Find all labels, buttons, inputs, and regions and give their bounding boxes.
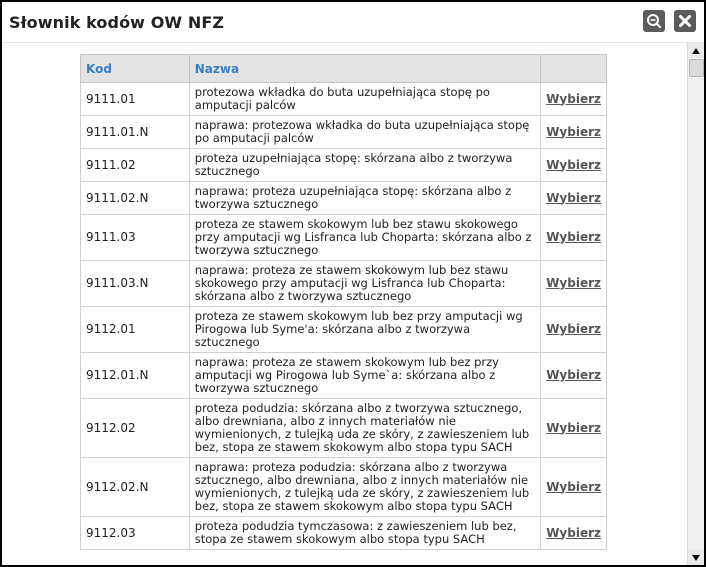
column-header-kod: Kod <box>81 55 190 83</box>
code-dictionary-dialog <box>2 2 704 565</box>
cell-nazwa: proteza ze stawem skokowym lub bez stawu skokowego przy amputacji wg Lisfranca lub Choparta: skórzana albo z tworzywa sztucznego <box>189 215 540 261</box>
cell-nazwa: naprawa: protezowa wkładka do buta uzupełniająca stopę po amputacji palców <box>189 116 540 149</box>
cell-kod: 9111.03 <box>81 215 190 261</box>
cell-action <box>541 458 607 517</box>
zoom-icon <box>646 13 662 29</box>
cell-nazwa: proteza podudzia tymczasowa: z zawieszeniem lub bez, stopa ze stawem skokowym albo stopa typu SACH <box>189 517 540 550</box>
select-link[interactable]: Wybierz <box>546 525 601 540</box>
arrow-up-icon <box>692 48 700 54</box>
table-row <box>81 517 607 550</box>
cell-kod: 9112.01 <box>81 307 190 353</box>
select-link[interactable]: Wybierz <box>546 420 601 435</box>
vertical-scrollbar[interactable] <box>687 43 704 565</box>
dialog-content <box>2 43 686 565</box>
select-link[interactable]: Wybierz <box>546 124 601 139</box>
arrow-down-icon <box>692 555 700 561</box>
cell-kod: 9112.03 <box>81 517 190 550</box>
cell-kod: 9112.02 <box>81 399 190 458</box>
cell-nazwa: proteza podudzia: skórzana albo z tworzywa sztucznego, albo drewniana, albo z innych materiałów nie wymienionych, z tulejką uda ze skóry, z zawieszeniem lub bez, stopa ze stawem skokowym albo stopa typu SACH <box>189 399 540 458</box>
scroll-up-button[interactable] <box>688 43 704 58</box>
table-row <box>81 353 607 399</box>
scroll-thumb[interactable] <box>689 59 704 77</box>
cell-kod: 9111.01.N <box>81 116 190 149</box>
table-body <box>81 83 607 550</box>
table-row <box>81 83 607 116</box>
select-link[interactable]: Wybierz <box>546 91 601 106</box>
table-row <box>81 458 607 517</box>
cell-nazwa: protezowa wkładka do buta uzupełniająca stopę po amputacji palców <box>189 83 540 116</box>
table-row <box>81 182 607 215</box>
cell-action <box>541 307 607 353</box>
cell-nazwa: naprawa: proteza uzupełniająca stopę: skórzana albo z tworzywa sztucznego <box>189 182 540 215</box>
cell-nazwa: proteza uzupełniająca stopę: skórzana albo z tworzywa sztucznego <box>189 149 540 182</box>
dialog-title: Słownik kodów OW NFZ <box>9 13 225 32</box>
select-link[interactable]: Wybierz <box>546 276 601 290</box>
cell-action <box>541 83 607 116</box>
cell-kod: 9112.01.N <box>81 353 190 399</box>
table-row <box>81 149 607 182</box>
table-header-row <box>81 55 607 83</box>
table-row <box>81 261 607 307</box>
table-row <box>81 116 607 149</box>
select-link[interactable]: Wybierz <box>546 157 601 172</box>
zoom-button[interactable] <box>643 10 665 32</box>
cell-nazwa: naprawa: proteza ze stawem skokowym lub bez stawu skokowego przy amputacji wg Lisfranca lub Choparta: skórzana albo z tworzywa sztucznego <box>189 261 540 307</box>
column-header-action <box>541 55 607 83</box>
select-link[interactable]: Wybierz <box>546 368 601 382</box>
close-button[interactable] <box>674 10 696 32</box>
cell-action <box>541 182 607 215</box>
column-header-nazwa: Nazwa <box>189 55 540 83</box>
select-link[interactable]: Wybierz <box>546 322 601 336</box>
close-icon <box>678 14 692 28</box>
table-row <box>81 307 607 353</box>
cell-action <box>541 149 607 182</box>
cell-nazwa: naprawa: proteza podudzia: skórzana albo z tworzywa sztucznego, albo drewniana, albo z innych materiałów nie wymienionych, z tulejką uda ze skóry, z zawieszeniem lub bez, stopa ze stawem skokowym albo stopa typu SACH <box>189 458 540 517</box>
cell-action <box>541 215 607 261</box>
cell-action <box>541 517 607 550</box>
cell-action <box>541 399 607 458</box>
cell-action <box>541 261 607 307</box>
table-row <box>81 399 607 458</box>
cell-nazwa: naprawa: proteza ze stawem skokowym lub bez przy amputacji wg Pirogowa lub Syme`a: skórzana albo z tworzywa sztucznego <box>189 353 540 399</box>
dialog-titlebar <box>2 2 704 43</box>
cell-nazwa: proteza ze stawem skokowym lub bez przy amputacji wg Pirogowa lub Syme'a: skórzana albo z tworzywa sztucznego <box>189 307 540 353</box>
codes-table <box>80 54 607 550</box>
cell-action <box>541 116 607 149</box>
cell-kod: 9111.02 <box>81 149 190 182</box>
cell-kod: 9111.02.N <box>81 182 190 215</box>
cell-kod: 9111.01 <box>81 83 190 116</box>
cell-action <box>541 353 607 399</box>
cell-kod: 9111.03.N <box>81 261 190 307</box>
select-link[interactable]: Wybierz <box>546 230 601 244</box>
scroll-down-button[interactable] <box>688 550 704 565</box>
table-row <box>81 215 607 261</box>
select-link[interactable]: Wybierz <box>546 479 601 494</box>
cell-kod: 9112.02.N <box>81 458 190 517</box>
select-link[interactable]: Wybierz <box>546 190 601 205</box>
